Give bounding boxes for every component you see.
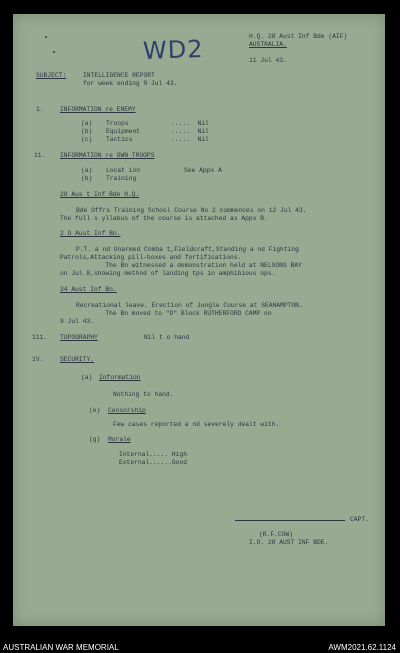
document-page (13, 14, 385, 626)
section-2-number: 11. (34, 152, 46, 159)
item-label: Tactics (106, 136, 133, 143)
signature-role: I.O. 28 AUST INF BDE. (249, 539, 329, 546)
unit-text-line: The Bn moved to "D" Block RUTHERFORD CAMP on (60, 310, 272, 317)
unit-text-line: on Jul 8,showing method of landing tps in amphibious ops. (60, 270, 276, 277)
morale-line: Internal..... High (119, 451, 188, 458)
signature-line (235, 520, 345, 521)
item-label: Equipment (106, 128, 141, 135)
unit-text-line: Recreational leave. Erection of Jungle Course at SEAHAMPTON. (76, 302, 303, 309)
item-letter: (a) (81, 167, 93, 174)
section-3-title: TOPOGRAPHY (60, 334, 98, 341)
section-3-value: Nil t o hand (144, 334, 190, 341)
unit-text-line: Bde Offrs Training School Course No 2 commences on 12 Jul 43. (76, 207, 307, 214)
item-value: See Appx A (184, 167, 222, 174)
item-letter: (b) (81, 175, 93, 182)
unit-text-line: P.T. a nd Unarmed Comba t,Fieldcraft,Standing a nd Fighting (76, 246, 299, 253)
signature-rank: CAPT. (350, 516, 369, 523)
section-4-number: 1V. (32, 356, 44, 363)
item-letter: (b) (81, 128, 93, 135)
item-label: Troops (106, 120, 129, 127)
sub-letter: (e) (89, 407, 101, 414)
item-value: ..... Nil (171, 128, 209, 135)
item-label: Training (106, 175, 137, 182)
sub-title: Censorship (108, 407, 146, 414)
section-4-title: SECURITY. (60, 356, 95, 363)
sub-letter: (g) (89, 436, 101, 443)
unit-text-line: 9 Jul 43. (60, 318, 95, 325)
item-label: Locat ion (106, 167, 141, 174)
sub-letter: (a) (81, 374, 93, 381)
header-hq: H.Q. 28 Aust Inf Bde (AIF) (249, 33, 348, 40)
subject-title: INTELLIGENCE REPORT (83, 72, 155, 79)
header-date: 11 Jul 43. (249, 57, 287, 64)
sub-title: Information (99, 374, 141, 381)
handwritten-reference: WD2 (142, 34, 204, 66)
section-1-title: INFORMATION re ENEMY (60, 106, 136, 113)
punch-hole-mark (53, 51, 55, 53)
unit-text-line: The Bn witnessed a demonstration held at NELSONS BAY (60, 262, 302, 269)
unit-heading: 34 Aust Inf Bn. (60, 286, 117, 293)
footer-accession-number: AWM2021.62.1124 (328, 643, 396, 652)
signature-name: (R.F.COW) (259, 531, 294, 538)
section-3-number: 111. (32, 334, 48, 341)
subject-period: for week ending 9 Jul 43. (83, 80, 178, 87)
item-letter: (a) (81, 120, 93, 127)
unit-text-line: The full s yllabus of the course is attached as Appx B. (60, 215, 268, 222)
unit-heading: 28 Aus t Inf Bde H.Q. (60, 191, 140, 198)
unit-text-line: Patrols,Attacking pill-boxes and fortifications. (60, 254, 242, 261)
sub-title: Morale (108, 436, 131, 443)
item-value: ..... Nil (171, 120, 209, 127)
punch-hole-mark (45, 36, 47, 38)
sub-text: Nothing to hand. (113, 391, 174, 398)
footer-institution: AUSTRALIAN WAR MEMORIAL (3, 643, 119, 652)
sub-text: Few cases reported a nd severely dealt with. (113, 421, 280, 428)
section-1-number: 1. (36, 106, 44, 113)
item-letter: (c) (81, 136, 93, 143)
unit-heading: 2 O Aust Inf Bn. (60, 230, 121, 237)
section-2-title: INFORMATION re OWN TROOPS (60, 152, 155, 159)
item-value: ..... Nil (171, 136, 209, 143)
subject-label: SUBJECT: (36, 72, 67, 79)
header-location: AUSTRALIA. (249, 41, 287, 48)
morale-line: External......Good (119, 459, 188, 466)
